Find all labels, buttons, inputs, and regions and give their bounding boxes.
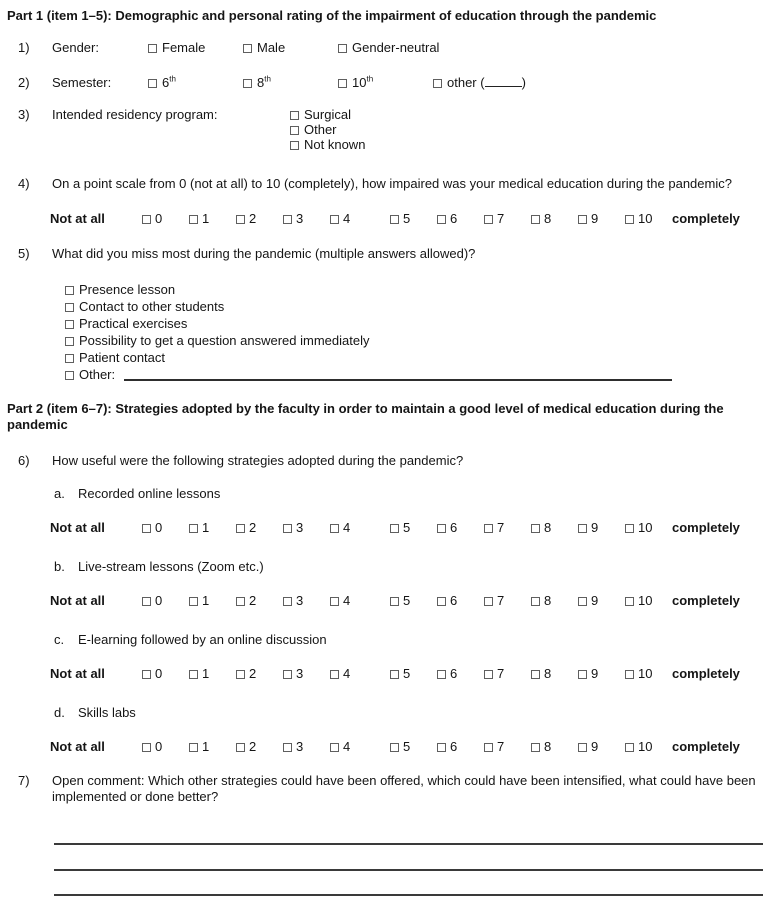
rating-scale-row [7, 520, 763, 536]
option-label: Contact to other students [79, 298, 225, 314]
checkbox-option-female[interactable] [148, 40, 243, 56]
scale-option-4[interactable] [330, 666, 377, 682]
scale-option-3[interactable] [283, 593, 330, 609]
scale-value-label: 10 [638, 666, 653, 681]
option-label: Practical exercises [79, 315, 188, 331]
scale-value-label: 1 [202, 211, 210, 226]
scale-option-6[interactable] [437, 520, 484, 536]
option-label: 10th [352, 74, 374, 90]
checkbox-icon[interactable] [330, 670, 339, 679]
scale-value-label: 5 [403, 520, 411, 535]
scale-option-4[interactable] [330, 520, 377, 536]
checkbox-icon[interactable] [330, 215, 339, 224]
checkbox-icon[interactable] [236, 215, 245, 224]
scale-max-label: completely [672, 211, 740, 226]
scale-option-10[interactable] [625, 739, 672, 755]
scale-option-9[interactable] [578, 739, 625, 755]
option-label: Female [162, 40, 206, 55]
scale-value-label: 8 [544, 211, 552, 226]
checkbox-icon[interactable] [142, 743, 151, 752]
scale-value-label: 0 [155, 211, 163, 226]
scale-option-5[interactable] [390, 666, 437, 682]
question-2 [7, 75, 763, 91]
rating-scale-row [7, 666, 763, 682]
scale-option-10[interactable] [625, 666, 672, 682]
checkbox-option-not-known[interactable] [290, 137, 365, 152]
checkbox-icon[interactable] [390, 743, 399, 752]
checkbox-option-gender-neutral[interactable] [338, 40, 439, 56]
scale-value-label: 3 [296, 520, 304, 535]
checkbox-icon[interactable] [283, 597, 292, 606]
q2-label: Semester: [52, 75, 112, 90]
sub-item-letter: d. [54, 705, 65, 720]
scale-option-8[interactable] [531, 211, 578, 227]
scale-value-label: 6 [450, 211, 458, 226]
scale-min-label: Not at all [50, 211, 105, 226]
scale-min-label: Not at all [50, 739, 105, 754]
checkbox-icon[interactable] [189, 743, 198, 752]
checkbox-icon[interactable] [290, 111, 299, 120]
question-6 [7, 453, 763, 469]
scale-value-label: 5 [403, 739, 411, 754]
part1-title: Part 1 (item 1–5): Demographic and personal rating of the impairment of education through the pandemic [7, 8, 657, 23]
checkbox-icon[interactable] [283, 215, 292, 224]
checkbox-icon[interactable] [484, 597, 493, 606]
option-label: Other: [79, 366, 116, 382]
option-label: Possibility to get a question answered immediately [79, 332, 370, 348]
scale-max-label: completely [672, 520, 740, 535]
checkbox-icon[interactable] [236, 597, 245, 606]
scale-min-label: Not at all [50, 520, 105, 535]
scale-value-label: 9 [591, 211, 599, 226]
checkbox-icon[interactable] [148, 44, 157, 53]
scale-value-label: 9 [591, 520, 599, 535]
scale-value-label: 2 [249, 739, 257, 754]
checkbox-icon[interactable] [243, 79, 252, 88]
checkbox-icon[interactable] [484, 743, 493, 752]
scale-option-8[interactable] [531, 593, 578, 609]
question-7 [7, 773, 763, 805]
scale-max-label: completely [672, 593, 740, 608]
checkbox-icon[interactable] [484, 524, 493, 533]
scale-value-label: 7 [497, 593, 505, 608]
scale-value-label: 3 [296, 666, 304, 681]
scale-option-2[interactable] [236, 739, 283, 755]
scale-value-label: 6 [450, 593, 458, 608]
scale-option-8[interactable] [531, 739, 578, 755]
checkbox-icon[interactable] [148, 79, 157, 88]
sub-item-letter: c. [54, 632, 65, 647]
scale-option-3[interactable] [283, 211, 330, 227]
part2-title: Part 2 (item 6–7): Strategies adopted by the faculty in order to maintain a good level of medical education during the pandemic [7, 401, 724, 432]
spacer [18, 281, 52, 383]
checkbox-icon[interactable] [433, 79, 442, 88]
checkbox-icon[interactable] [390, 597, 399, 606]
checkbox-icon[interactable] [189, 215, 198, 224]
scale-option-9[interactable] [578, 593, 625, 609]
scale-value-label: 6 [450, 739, 458, 754]
scale-value-label: 7 [497, 520, 505, 535]
checkbox-icon[interactable] [625, 743, 634, 752]
scale-option-2[interactable] [236, 666, 283, 682]
scale-option-7[interactable] [484, 739, 531, 755]
checkbox-icon[interactable] [578, 215, 587, 224]
scale-option-8[interactable] [531, 666, 578, 682]
scale-value-label: 0 [155, 666, 163, 681]
scale-value-label: 2 [249, 666, 257, 681]
checkbox-icon[interactable] [437, 524, 446, 533]
scale-value-label: 5 [403, 593, 411, 608]
scale-option-5[interactable] [390, 211, 437, 227]
scale-option-10[interactable] [625, 211, 672, 227]
checkbox-option-8th[interactable] [243, 75, 338, 91]
scale-value-label: 0 [155, 593, 163, 608]
q3-label: Intended residency program: [52, 107, 218, 122]
scale-value-label: 10 [638, 520, 653, 535]
checkbox-icon[interactable] [236, 524, 245, 533]
scale-option-4[interactable] [330, 211, 377, 227]
superscript: th [169, 74, 176, 84]
scale-option-6[interactable] [437, 593, 484, 609]
scale-value-label: 8 [544, 739, 552, 754]
scale-option-10[interactable] [625, 520, 672, 536]
checkbox-option-patient-contact[interactable] [65, 349, 763, 366]
scale-value-label: 10 [638, 593, 653, 608]
scale-value-label: 1 [202, 593, 210, 608]
scale-value-label: 8 [544, 520, 552, 535]
checkbox-icon[interactable] [189, 670, 198, 679]
scale-value-label: 1 [202, 739, 210, 754]
checkbox-icon[interactable] [437, 670, 446, 679]
item-number: 1) [18, 40, 30, 55]
sub-item-d [7, 705, 763, 721]
scale-value-label: 4 [343, 520, 351, 535]
scale-option-9[interactable] [578, 666, 625, 682]
checkbox-icon[interactable] [65, 354, 74, 363]
superscript: th [366, 74, 374, 84]
scale-value-label: 6 [450, 666, 458, 681]
scale-value-label: 4 [343, 666, 351, 681]
checkbox-option-presence-lesson[interactable] [65, 281, 763, 298]
scale-option-8[interactable] [531, 520, 578, 536]
option-label: Male [257, 40, 286, 55]
checkbox-icon[interactable] [578, 743, 587, 752]
checkbox-icon[interactable] [625, 597, 634, 606]
checkbox-option-other-program[interactable] [290, 122, 365, 137]
checkbox-option-contact-students[interactable] [65, 298, 763, 315]
scale-value-label: 9 [591, 739, 599, 754]
scale-option-0[interactable] [142, 666, 189, 682]
scale-value-label: 8 [544, 593, 552, 608]
scale-option-4[interactable] [330, 739, 377, 755]
checkbox-icon[interactable] [437, 597, 446, 606]
checkbox-icon[interactable] [236, 743, 245, 752]
checkbox-icon[interactable] [531, 670, 540, 679]
option-label: other ( ) [447, 75, 526, 90]
sub-item-text: Recorded online lessons [78, 486, 221, 501]
rating-scale-row [7, 739, 763, 755]
question-3 [7, 107, 763, 152]
scale-value-label: 2 [249, 520, 257, 535]
checkbox-icon[interactable] [189, 524, 198, 533]
scale-value-label: 1 [202, 520, 210, 535]
checkbox-icon[interactable] [330, 743, 339, 752]
rating-scale-row [7, 211, 763, 227]
scale-option-7[interactable] [484, 211, 531, 227]
checkbox-icon[interactable] [625, 215, 634, 224]
scale-option-7[interactable] [484, 666, 531, 682]
scale-min-label: Not at all [50, 666, 105, 681]
checkbox-option-other-semester[interactable] [433, 75, 526, 91]
scale-option-2[interactable] [236, 211, 283, 227]
scale-option-1[interactable] [189, 593, 236, 609]
scale-option-0[interactable] [142, 520, 189, 536]
item-number: 6) [18, 453, 30, 468]
sub-item-text: Live-stream lessons (Zoom etc.) [78, 559, 264, 574]
scale-option-7[interactable] [484, 520, 531, 536]
checkbox-option-male[interactable] [243, 40, 338, 56]
scale-option-7[interactable] [484, 593, 531, 609]
checkbox-icon[interactable] [65, 320, 74, 329]
checkbox-option-question-answered[interactable] [65, 332, 763, 349]
scale-option-3[interactable] [283, 666, 330, 682]
checkbox-icon[interactable] [65, 337, 74, 346]
checkbox-icon[interactable] [65, 286, 74, 295]
checkbox-icon[interactable] [283, 670, 292, 679]
sub-item-letter: b. [54, 559, 65, 574]
scale-value-label: 4 [343, 739, 351, 754]
item-number: 2) [18, 75, 30, 90]
checkbox-icon[interactable] [531, 743, 540, 752]
scale-option-2[interactable] [236, 520, 283, 536]
checkbox-icon[interactable] [338, 79, 347, 88]
scale-option-1[interactable] [189, 739, 236, 755]
scale-value-label: 5 [403, 211, 411, 226]
scale-option-1[interactable] [189, 666, 236, 682]
scale-value-label: 7 [497, 739, 505, 754]
sub-item-a [7, 486, 763, 502]
checkbox-icon[interactable] [189, 597, 198, 606]
scale-option-6[interactable] [437, 666, 484, 682]
checkbox-icon[interactable] [625, 524, 634, 533]
scale-value-label: 2 [249, 211, 257, 226]
scale-value-label: 1 [202, 666, 210, 681]
scale-value-label: 3 [296, 739, 304, 754]
answer-line[interactable] [54, 894, 763, 896]
item-number: 3) [18, 107, 30, 122]
option-label: Gender-neutral [352, 40, 440, 55]
scale-value-label: 0 [155, 739, 163, 754]
scale-option-2[interactable] [236, 593, 283, 609]
checkbox-icon[interactable] [65, 303, 74, 312]
checkbox-icon[interactable] [290, 141, 299, 150]
answer-line[interactable] [54, 869, 763, 871]
scale-value-label: 2 [249, 593, 257, 608]
question-4 [7, 176, 763, 192]
checkbox-icon[interactable] [578, 597, 587, 606]
sub-item-b [7, 559, 763, 575]
scale-value-label: 3 [296, 211, 304, 226]
scale-option-3[interactable] [283, 739, 330, 755]
question-5-options [7, 281, 763, 383]
scale-value-label: 9 [591, 593, 599, 608]
scale-value-label: 5 [403, 666, 411, 681]
checkbox-icon[interactable] [484, 670, 493, 679]
sub-item-letter: a. [54, 486, 65, 501]
item-number: 7) [18, 773, 30, 788]
scale-max-label: completely [672, 666, 740, 681]
option-label: 8th [257, 74, 271, 90]
checkbox-icon[interactable] [437, 215, 446, 224]
scale-option-9[interactable] [578, 211, 625, 227]
answer-line[interactable] [54, 843, 763, 845]
scale-option-5[interactable] [390, 739, 437, 755]
checkbox-icon[interactable] [578, 524, 587, 533]
question-5 [7, 246, 763, 262]
scale-option-3[interactable] [283, 520, 330, 536]
other-answer-line[interactable] [124, 368, 672, 381]
option-label: Presence lesson [79, 281, 176, 297]
scale-value-label: 10 [638, 211, 653, 226]
scale-option-5[interactable] [390, 520, 437, 536]
checkbox-icon[interactable] [531, 524, 540, 533]
checkbox-option-practical-exercises[interactable] [65, 315, 763, 332]
checkbox-icon[interactable] [236, 670, 245, 679]
scale-value-label: 0 [155, 520, 163, 535]
rating-scale-row [7, 593, 763, 609]
scale-option-0[interactable] [142, 211, 189, 227]
scale-value-label: 4 [343, 593, 351, 608]
item-number: 5) [18, 246, 30, 261]
blank-field[interactable] [485, 76, 522, 87]
scale-value-label: 9 [591, 666, 599, 681]
sub-item-text: Skills labs [78, 705, 136, 720]
scale-option-0[interactable] [142, 739, 189, 755]
checkbox-icon[interactable] [142, 524, 151, 533]
scale-option-6[interactable] [437, 739, 484, 755]
sub-item-c [7, 632, 763, 648]
option-label: Not known [304, 136, 366, 152]
checkbox-icon[interactable] [578, 670, 587, 679]
scale-value-label: 8 [544, 666, 552, 681]
q1-label: Gender: [52, 40, 99, 55]
scale-value-label: 6 [450, 520, 458, 535]
checkbox-icon[interactable] [142, 670, 151, 679]
scale-min-label: Not at all [50, 593, 105, 608]
q7-text: Open comment: Which other strategies could have been offered, which could have been intensified, what could have been implemented or done better? [52, 773, 756, 804]
option-label: Surgical [304, 106, 351, 122]
checkbox-icon[interactable] [142, 597, 151, 606]
scale-value-label: 10 [638, 739, 653, 754]
checkbox-icon[interactable] [283, 743, 292, 752]
checkbox-icon[interactable] [390, 670, 399, 679]
checkbox-icon[interactable] [625, 670, 634, 679]
q5-text: What did you miss most during the pandemic (multiple answers allowed)? [52, 246, 476, 261]
checkbox-icon[interactable] [390, 524, 399, 533]
checkbox-icon[interactable] [531, 215, 540, 224]
checkbox-icon[interactable] [338, 44, 347, 53]
checkbox-icon[interactable] [390, 215, 399, 224]
scale-value-label: 7 [497, 666, 505, 681]
checkbox-icon[interactable] [243, 44, 252, 53]
checkbox-icon[interactable] [330, 597, 339, 606]
checkbox-icon[interactable] [283, 524, 292, 533]
question-1 [7, 40, 763, 56]
scale-option-1[interactable] [189, 520, 236, 536]
superscript: th [264, 74, 271, 84]
checkbox-option-surgical[interactable] [290, 107, 365, 122]
scale-option-9[interactable] [578, 520, 625, 536]
checkbox-icon[interactable] [330, 524, 339, 533]
checkbox-icon[interactable] [531, 597, 540, 606]
checkbox-icon[interactable] [484, 215, 493, 224]
option-label: 6th [162, 74, 176, 90]
scale-value-label: 3 [296, 593, 304, 608]
checkbox-icon[interactable] [65, 371, 74, 380]
q4-text: On a point scale from 0 (not at all) to 10 (completely), how impaired was your medical education during the pandemic? [52, 176, 732, 191]
scale-option-1[interactable] [189, 211, 236, 227]
checkbox-icon[interactable] [142, 215, 151, 224]
item-number: 4) [18, 176, 30, 191]
option-label: Patient contact [79, 349, 165, 365]
q6-text: How useful were the following strategies adopted during the pandemic? [52, 453, 464, 468]
scale-value-label: 4 [343, 211, 351, 226]
checkbox-option-10th[interactable] [338, 75, 433, 91]
option-label: Other [304, 121, 337, 137]
checkbox-icon[interactable] [437, 743, 446, 752]
scale-option-6[interactable] [437, 211, 484, 227]
sub-item-text: E-learning followed by an online discussion [78, 632, 327, 647]
checkbox-option-6th[interactable] [148, 75, 243, 91]
scale-option-5[interactable] [390, 593, 437, 609]
scale-value-label: 7 [497, 211, 505, 226]
scale-option-4[interactable] [330, 593, 377, 609]
checkbox-icon[interactable] [290, 126, 299, 135]
scale-option-10[interactable] [625, 593, 672, 609]
scale-option-0[interactable] [142, 593, 189, 609]
checkbox-option-other-missed[interactable] [65, 366, 763, 383]
scale-max-label: completely [672, 739, 740, 754]
